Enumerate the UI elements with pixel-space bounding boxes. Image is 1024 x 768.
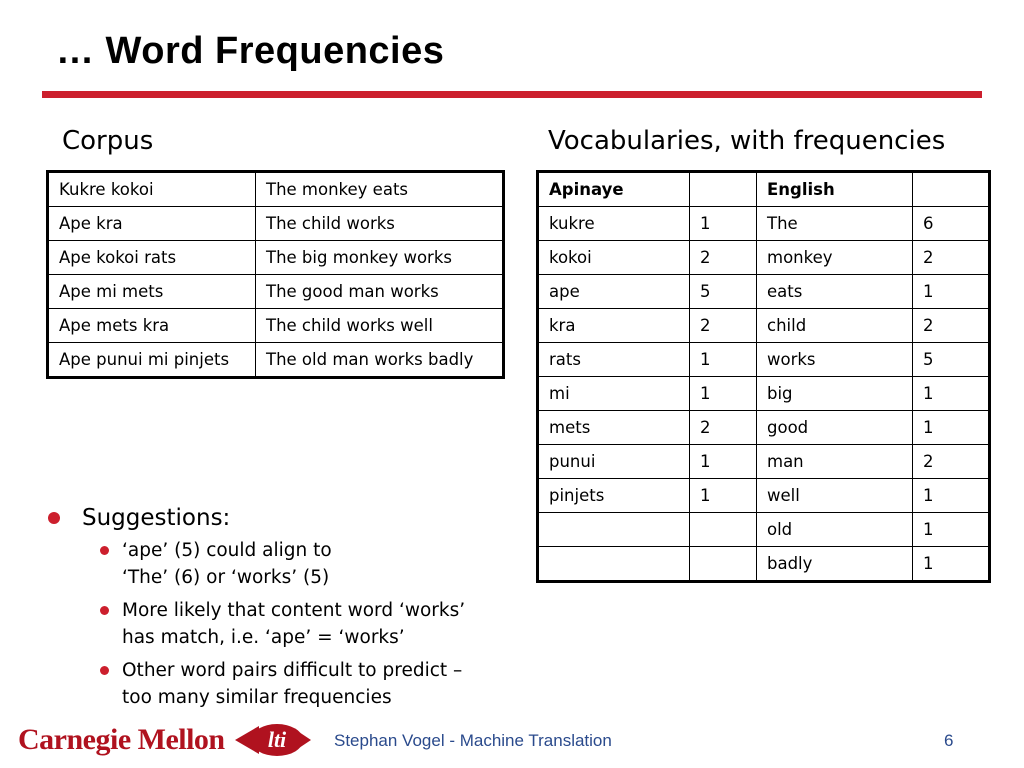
apinaye-freq-cell: 1 bbox=[690, 207, 757, 241]
english-word-cell: The bbox=[757, 207, 913, 241]
apinaye-word-cell: mi bbox=[538, 377, 690, 411]
apinaye-word-cell: kokoi bbox=[538, 241, 690, 275]
corpus-english-cell: The good man works bbox=[256, 275, 504, 309]
apinaye-freq-cell bbox=[690, 513, 757, 547]
column-header-english: English bbox=[757, 172, 913, 207]
table-row bbox=[48, 343, 504, 378]
english-freq-cell: 2 bbox=[913, 241, 990, 275]
suggestion-text: Other word pairs difficult to predict – too many similar frequencies bbox=[122, 660, 463, 708]
bullet-icon bbox=[100, 606, 109, 615]
suggestion-items bbox=[100, 537, 518, 711]
apinaye-freq-cell bbox=[690, 547, 757, 582]
corpus-apinaye-cell: Ape mi mets bbox=[48, 275, 256, 309]
vocab-heading: Vocabularies, with frequencies bbox=[548, 126, 946, 156]
page-number: 6 bbox=[944, 731, 954, 750]
english-word-cell: good bbox=[757, 411, 913, 445]
table-row bbox=[538, 377, 990, 411]
table-row bbox=[538, 275, 990, 309]
english-freq-cell: 5 bbox=[913, 343, 990, 377]
corpus-english-cell: The child works well bbox=[256, 309, 504, 343]
apinaye-word-cell: rats bbox=[538, 343, 690, 377]
table-row bbox=[538, 479, 990, 513]
lti-logo-icon bbox=[233, 720, 313, 760]
corpus-heading: Corpus bbox=[62, 126, 154, 156]
bullet-icon bbox=[100, 666, 109, 675]
table-row bbox=[538, 513, 990, 547]
table-row bbox=[48, 309, 504, 343]
english-freq-cell: 2 bbox=[913, 445, 990, 479]
table-row bbox=[48, 275, 504, 309]
english-word-cell: big bbox=[757, 377, 913, 411]
corpus-apinaye-cell: Ape kra bbox=[48, 207, 256, 241]
apinaye-word-cell: pinjets bbox=[538, 479, 690, 513]
bullet-icon bbox=[100, 546, 109, 555]
suggestions-heading bbox=[48, 505, 518, 531]
svg-text:lti: lti bbox=[267, 727, 286, 752]
apinaye-freq-cell: 2 bbox=[690, 309, 757, 343]
english-freq-cell: 1 bbox=[913, 377, 990, 411]
bullet-icon bbox=[48, 512, 60, 524]
english-freq-cell: 1 bbox=[913, 275, 990, 309]
corpus-english-cell: The child works bbox=[256, 207, 504, 241]
apinaye-word-cell bbox=[538, 513, 690, 547]
corpus-english-cell: The big monkey works bbox=[256, 241, 504, 275]
table-row bbox=[538, 343, 990, 377]
english-word-cell: monkey bbox=[757, 241, 913, 275]
list-item bbox=[100, 657, 518, 711]
english-freq-cell: 1 bbox=[913, 513, 990, 547]
table-row bbox=[538, 207, 990, 241]
apinaye-freq-cell: 1 bbox=[690, 343, 757, 377]
english-freq-cell: 1 bbox=[913, 411, 990, 445]
column-header-english-freq bbox=[913, 172, 990, 207]
table-row bbox=[538, 411, 990, 445]
cmu-wordmark: Carnegie Mellon bbox=[18, 723, 225, 756]
table-row bbox=[48, 241, 504, 275]
apinaye-freq-cell: 5 bbox=[690, 275, 757, 309]
apinaye-freq-cell: 1 bbox=[690, 377, 757, 411]
suggestion-text: More likely that content word ‘works’ has match, i.e. ‘ape’ = ‘works’ bbox=[122, 600, 466, 648]
vocab-header-row bbox=[538, 172, 990, 207]
english-word-cell: old bbox=[757, 513, 913, 547]
apinaye-word-cell bbox=[538, 547, 690, 582]
english-word-cell: eats bbox=[757, 275, 913, 309]
cmu-logo bbox=[18, 720, 313, 760]
english-freq-cell: 1 bbox=[913, 479, 990, 513]
list-item bbox=[100, 597, 518, 651]
slide-title: … Word Frequencies bbox=[56, 30, 445, 72]
corpus-table bbox=[46, 170, 505, 379]
english-word-cell: man bbox=[757, 445, 913, 479]
corpus-english-cell: The old man works badly bbox=[256, 343, 504, 378]
apinaye-word-cell: kra bbox=[538, 309, 690, 343]
title-divider bbox=[42, 91, 982, 98]
apinaye-word-cell: ape bbox=[538, 275, 690, 309]
corpus-apinaye-cell: Kukre kokoi bbox=[48, 172, 256, 207]
english-word-cell: works bbox=[757, 343, 913, 377]
apinaye-freq-cell: 1 bbox=[690, 445, 757, 479]
table-row bbox=[538, 547, 990, 582]
suggestions-list bbox=[48, 505, 518, 717]
english-word-cell: child bbox=[757, 309, 913, 343]
apinaye-freq-cell: 1 bbox=[690, 479, 757, 513]
corpus-apinaye-cell: Ape mets kra bbox=[48, 309, 256, 343]
column-header-apinaye-freq bbox=[690, 172, 757, 207]
corpus-english-cell: The monkey eats bbox=[256, 172, 504, 207]
english-word-cell: well bbox=[757, 479, 913, 513]
presenter-footer: Stephan Vogel - Machine Translation bbox=[334, 731, 612, 750]
apinaye-word-cell: punui bbox=[538, 445, 690, 479]
corpus-apinaye-cell: Ape punui mi pinjets bbox=[48, 343, 256, 378]
corpus-apinaye-cell: Ape kokoi rats bbox=[48, 241, 256, 275]
english-freq-cell: 6 bbox=[913, 207, 990, 241]
column-header-apinaye: Apinaye bbox=[538, 172, 690, 207]
table-row bbox=[48, 172, 504, 207]
table-row bbox=[538, 309, 990, 343]
apinaye-freq-cell: 2 bbox=[690, 411, 757, 445]
english-freq-cell: 1 bbox=[913, 547, 990, 582]
apinaye-freq-cell: 2 bbox=[690, 241, 757, 275]
list-item bbox=[100, 537, 518, 591]
suggestion-text: ‘ape’ (5) could align to ‘The’ (6) or ‘works’ (5) bbox=[122, 540, 332, 588]
table-row bbox=[538, 241, 990, 275]
apinaye-word-cell: mets bbox=[538, 411, 690, 445]
apinaye-word-cell: kukre bbox=[538, 207, 690, 241]
table-row bbox=[538, 445, 990, 479]
suggestions-title: Suggestions: bbox=[82, 505, 231, 531]
table-row bbox=[48, 207, 504, 241]
english-word-cell: badly bbox=[757, 547, 913, 582]
vocab-table bbox=[536, 170, 991, 583]
english-freq-cell: 2 bbox=[913, 309, 990, 343]
